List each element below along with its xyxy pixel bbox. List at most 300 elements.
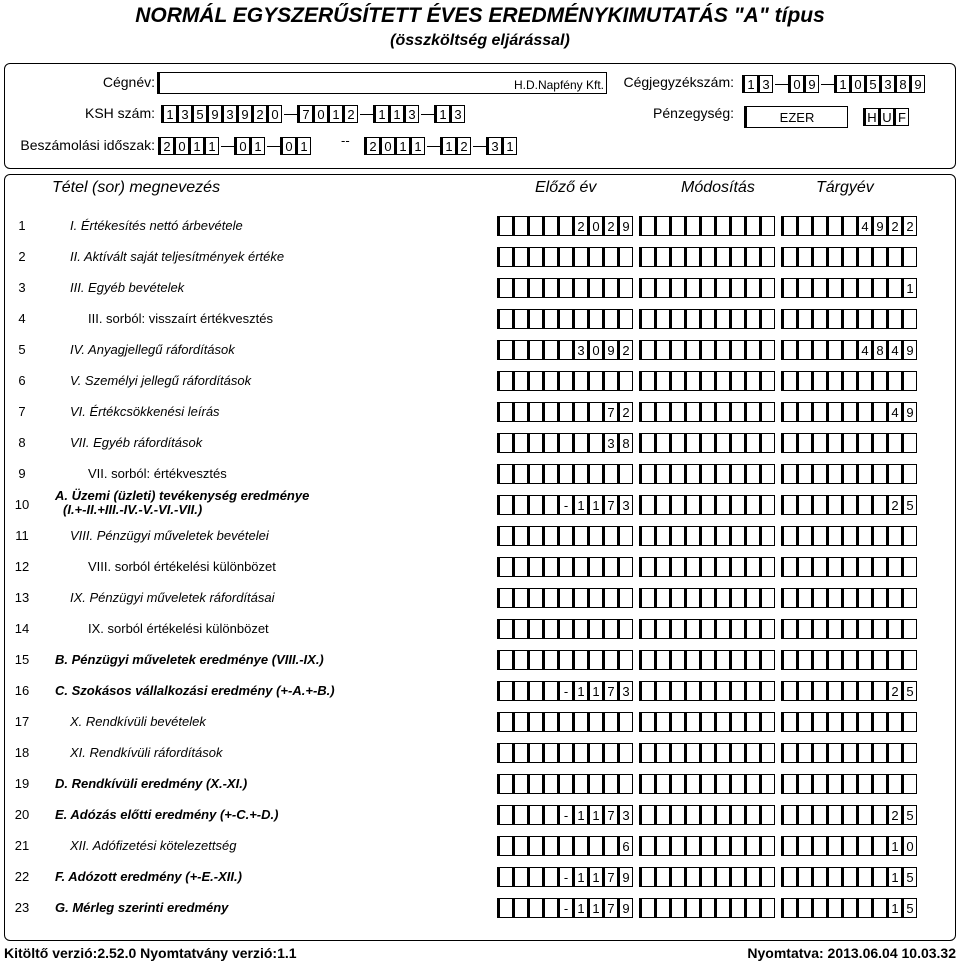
digit-cell bbox=[798, 898, 812, 918]
char-box[interactable]: F bbox=[895, 108, 909, 126]
digit-cell bbox=[783, 495, 797, 515]
digit-cell bbox=[716, 681, 730, 701]
digit-cell bbox=[746, 650, 760, 670]
char-box[interactable]: 1 bbox=[442, 137, 456, 155]
company-name-field[interactable] bbox=[159, 72, 607, 94]
digit-cell bbox=[514, 774, 528, 794]
digit-cell bbox=[604, 588, 618, 608]
char-box[interactable]: 3 bbox=[759, 75, 773, 93]
digit-cell bbox=[686, 650, 700, 670]
value-field-curr[interactable] bbox=[781, 681, 923, 701]
char-box[interactable]: 9 bbox=[911, 75, 925, 93]
digit-cell bbox=[873, 278, 887, 298]
char-box[interactable]: 3 bbox=[223, 105, 237, 123]
digit-cell bbox=[761, 619, 775, 639]
char-box[interactable]: 0 bbox=[851, 75, 865, 93]
value-field-prev[interactable] bbox=[497, 588, 639, 608]
row-label: IV. Anyagjellegű ráfordítások bbox=[70, 342, 235, 357]
value-field-mod[interactable] bbox=[639, 247, 781, 267]
digit-cell bbox=[813, 650, 827, 670]
digit-cell bbox=[514, 681, 528, 701]
char-box[interactable]: 3 bbox=[451, 105, 465, 123]
char-box[interactable]: 1 bbox=[163, 105, 177, 123]
row-number: 15 bbox=[14, 652, 30, 667]
digit-cell bbox=[873, 464, 887, 484]
digit-cell bbox=[671, 309, 685, 329]
digit-cell bbox=[746, 371, 760, 391]
digit-cell bbox=[604, 371, 618, 391]
digit-cell bbox=[656, 867, 670, 887]
value-field-mod[interactable] bbox=[639, 402, 781, 422]
value-field-mod[interactable] bbox=[639, 836, 781, 856]
value-field-curr[interactable] bbox=[781, 743, 923, 763]
digit-cell bbox=[604, 247, 618, 267]
char-box[interactable]: 9 bbox=[805, 75, 819, 93]
digit-cell bbox=[798, 774, 812, 794]
digit-cell bbox=[514, 247, 528, 267]
digit-cell bbox=[731, 495, 745, 515]
digit-cell bbox=[686, 619, 700, 639]
value-field-curr[interactable] bbox=[781, 495, 923, 515]
char-box[interactable]: 2 bbox=[253, 105, 267, 123]
row-number: 8 bbox=[18, 435, 26, 450]
digit-cell bbox=[589, 712, 603, 732]
value-field-curr[interactable] bbox=[781, 278, 923, 298]
value-field-curr[interactable] bbox=[781, 340, 923, 360]
digit-cell bbox=[731, 712, 745, 732]
digit-cell bbox=[828, 433, 842, 453]
char-box[interactable]: 9 bbox=[238, 105, 252, 123]
digit-cell bbox=[686, 681, 700, 701]
value-field-curr[interactable] bbox=[781, 247, 923, 267]
digit-cell bbox=[746, 526, 760, 546]
digit-cell bbox=[671, 681, 685, 701]
char-box[interactable]: U bbox=[880, 108, 894, 126]
char-box[interactable]: 1 bbox=[836, 75, 850, 93]
digit-cell bbox=[641, 495, 655, 515]
value-field-prev[interactable] bbox=[497, 681, 639, 701]
value-field-curr[interactable] bbox=[781, 805, 923, 825]
value-field-prev[interactable] bbox=[497, 898, 639, 918]
digit-cell bbox=[589, 278, 603, 298]
char-box[interactable]: 9 bbox=[208, 105, 222, 123]
row-label: I. Értékesítés nettó árbevétele bbox=[70, 218, 243, 233]
char-box[interactable]: 0 bbox=[790, 75, 804, 93]
digit-cell bbox=[888, 712, 902, 732]
digit-cell bbox=[888, 433, 902, 453]
value-field-curr[interactable] bbox=[781, 402, 923, 422]
digit-cell bbox=[544, 898, 558, 918]
char-box[interactable]: 0 bbox=[381, 137, 395, 155]
value-field-mod[interactable] bbox=[639, 743, 781, 763]
digit-cell bbox=[731, 867, 745, 887]
digit-cell bbox=[701, 681, 715, 701]
digit-cell bbox=[813, 464, 827, 484]
digit-cell bbox=[529, 805, 543, 825]
char-box[interactable]: 2 bbox=[344, 105, 358, 123]
char-box[interactable]: 7 bbox=[299, 105, 313, 123]
digit-cell bbox=[783, 216, 797, 236]
digit-cell: 2 bbox=[574, 216, 588, 236]
digit-cell bbox=[746, 619, 760, 639]
digit-cell bbox=[798, 247, 812, 267]
digit-cell bbox=[828, 340, 842, 360]
digit-cell: 8 bbox=[873, 340, 887, 360]
value-field-mod[interactable] bbox=[639, 774, 781, 794]
value-field-prev[interactable] bbox=[497, 247, 639, 267]
value-field-prev[interactable] bbox=[497, 340, 639, 360]
digit-cell bbox=[731, 588, 745, 608]
digit-cell bbox=[828, 495, 842, 515]
digit-cell bbox=[686, 216, 700, 236]
value-field-curr[interactable] bbox=[781, 712, 923, 732]
digit-cell bbox=[798, 712, 812, 732]
value-field-curr[interactable] bbox=[781, 371, 923, 391]
value-field-mod[interactable] bbox=[639, 712, 781, 732]
row-number: 20 bbox=[14, 807, 30, 822]
digit-cell bbox=[783, 898, 797, 918]
value-field-mod[interactable] bbox=[639, 619, 781, 639]
value-field-prev[interactable] bbox=[497, 805, 639, 825]
digit-cell bbox=[798, 278, 812, 298]
char-box[interactable]: 1 bbox=[251, 137, 265, 155]
digit-cell bbox=[499, 774, 513, 794]
digit-cell bbox=[843, 588, 857, 608]
digit-cell bbox=[514, 433, 528, 453]
digit-cell bbox=[783, 588, 797, 608]
value-field-mod[interactable] bbox=[639, 526, 781, 546]
char-box[interactable]: 5 bbox=[193, 105, 207, 123]
digit-cell bbox=[731, 433, 745, 453]
digit-cell: 3 bbox=[574, 340, 588, 360]
char-box[interactable]: 3 bbox=[881, 75, 895, 93]
digit-cell bbox=[544, 557, 558, 577]
digit-cell bbox=[888, 588, 902, 608]
char-box[interactable]: 3 bbox=[488, 137, 502, 155]
digit-cell bbox=[843, 526, 857, 546]
value-field-prev[interactable] bbox=[497, 774, 639, 794]
value-field-mod[interactable] bbox=[639, 216, 781, 236]
digit-cell bbox=[873, 619, 887, 639]
digit-cell bbox=[783, 557, 797, 577]
digit-cell bbox=[499, 309, 513, 329]
digit-cell bbox=[746, 433, 760, 453]
digit-cell bbox=[783, 619, 797, 639]
digit-cell bbox=[843, 464, 857, 484]
value-field-mod[interactable] bbox=[639, 464, 781, 484]
row-number: 13 bbox=[14, 590, 30, 605]
char-box[interactable]: 1 bbox=[396, 137, 410, 155]
value-field-mod[interactable] bbox=[639, 898, 781, 918]
digit-cell bbox=[529, 681, 543, 701]
value-field-curr[interactable] bbox=[781, 526, 923, 546]
separator-dash bbox=[821, 84, 834, 85]
char-box[interactable]: 1 bbox=[436, 105, 450, 123]
value-field-mod[interactable] bbox=[639, 588, 781, 608]
digit-cell: 1 bbox=[574, 805, 588, 825]
digit-cell bbox=[499, 836, 513, 856]
value-field-prev[interactable] bbox=[497, 557, 639, 577]
digit-cell bbox=[873, 371, 887, 391]
digit-cell bbox=[574, 557, 588, 577]
digit-cell bbox=[761, 681, 775, 701]
digit-cell bbox=[701, 340, 715, 360]
digit-cell bbox=[701, 309, 715, 329]
separator-dash bbox=[360, 114, 373, 115]
digit-cell bbox=[671, 247, 685, 267]
digit-cell bbox=[828, 774, 842, 794]
digit-cell bbox=[619, 619, 633, 639]
digit-cell bbox=[731, 526, 745, 546]
digit-cell bbox=[761, 867, 775, 887]
currency-unit-field[interactable]: EZER bbox=[746, 106, 848, 128]
digit-cell bbox=[656, 433, 670, 453]
value-field-prev[interactable] bbox=[497, 309, 639, 329]
value-field-curr[interactable] bbox=[781, 216, 923, 236]
digit-cell bbox=[828, 588, 842, 608]
digit-cell bbox=[731, 309, 745, 329]
value-field-prev[interactable] bbox=[497, 743, 639, 763]
digit-cell bbox=[671, 805, 685, 825]
digit-cell bbox=[529, 712, 543, 732]
value-field-prev[interactable] bbox=[497, 278, 639, 298]
value-field-mod[interactable] bbox=[639, 650, 781, 670]
digit-cell bbox=[761, 526, 775, 546]
char-box[interactable]: 1 bbox=[744, 75, 758, 93]
digit-cell bbox=[761, 557, 775, 577]
char-box[interactable]: 0 bbox=[314, 105, 328, 123]
digit-cell bbox=[716, 712, 730, 732]
char-box[interactable]: 1 bbox=[297, 137, 311, 155]
digit-cell: 1 bbox=[574, 495, 588, 515]
digit-cell bbox=[903, 743, 917, 763]
char-box[interactable]: 2 bbox=[160, 137, 174, 155]
digit-cell bbox=[828, 464, 842, 484]
char-box[interactable]: 0 bbox=[268, 105, 282, 123]
value-field-prev[interactable] bbox=[497, 402, 639, 422]
digit-cell bbox=[858, 557, 872, 577]
value-field-mod[interactable] bbox=[639, 340, 781, 360]
char-box[interactable]: 1 bbox=[411, 137, 425, 155]
value-field-curr[interactable] bbox=[781, 774, 923, 794]
digit-cell bbox=[671, 433, 685, 453]
digit-cell bbox=[783, 681, 797, 701]
digit-cell bbox=[559, 278, 573, 298]
char-box[interactable]: 2 bbox=[366, 137, 380, 155]
value-field-prev[interactable] bbox=[497, 464, 639, 484]
digit-cell bbox=[731, 557, 745, 577]
value-field-curr[interactable] bbox=[781, 650, 923, 670]
digit-cell bbox=[656, 681, 670, 701]
digit-cell: 4 bbox=[888, 402, 902, 422]
value-field-curr[interactable] bbox=[781, 619, 923, 639]
digit-cell bbox=[903, 650, 917, 670]
char-box[interactable]: 1 bbox=[190, 137, 204, 155]
digit-cell bbox=[529, 836, 543, 856]
digit-cell bbox=[619, 247, 633, 267]
digit-cell bbox=[813, 712, 827, 732]
char-box[interactable]: 3 bbox=[405, 105, 419, 123]
value-field-curr[interactable] bbox=[781, 557, 923, 577]
row-label: III. sorból: visszaírt értékvesztés bbox=[88, 311, 273, 326]
value-field-mod[interactable] bbox=[639, 557, 781, 577]
digit-cell bbox=[746, 588, 760, 608]
char-box[interactable]: 1 bbox=[390, 105, 404, 123]
row-label: D. Rendkívüli eredmény (X.-XI.) bbox=[55, 776, 248, 791]
digit-cell bbox=[761, 743, 775, 763]
digit-cell bbox=[514, 526, 528, 546]
value-field-curr[interactable] bbox=[781, 588, 923, 608]
digit-cell bbox=[559, 712, 573, 732]
digit-cell bbox=[843, 805, 857, 825]
digit-cell bbox=[843, 247, 857, 267]
value-field-curr[interactable] bbox=[781, 836, 923, 856]
digit-cell bbox=[544, 805, 558, 825]
digit-cell bbox=[559, 619, 573, 639]
value-field-prev[interactable] bbox=[497, 712, 639, 732]
digit-cell bbox=[903, 588, 917, 608]
char-box[interactable]: 3 bbox=[178, 105, 192, 123]
char-box[interactable]: H bbox=[865, 108, 879, 126]
digit-cell bbox=[746, 743, 760, 763]
digit-cell bbox=[798, 681, 812, 701]
value-field-prev[interactable] bbox=[497, 495, 639, 515]
digit-cell bbox=[873, 650, 887, 670]
digit-cell bbox=[671, 619, 685, 639]
digit-cell bbox=[746, 309, 760, 329]
row-label: VII. sorból: értékvesztés bbox=[88, 466, 227, 481]
value-field-curr[interactable] bbox=[781, 433, 923, 453]
char-box[interactable]: 0 bbox=[236, 137, 250, 155]
digit-cell bbox=[746, 340, 760, 360]
value-field-mod[interactable] bbox=[639, 278, 781, 298]
digit-cell: 3 bbox=[619, 681, 633, 701]
digit-cell bbox=[656, 836, 670, 856]
digit-cell bbox=[873, 836, 887, 856]
digit-cell bbox=[686, 743, 700, 763]
digit-cell bbox=[589, 402, 603, 422]
char-box[interactable]: 1 bbox=[329, 105, 343, 123]
digit-cell bbox=[716, 650, 730, 670]
digit-cell bbox=[798, 495, 812, 515]
digit-cell: 3 bbox=[619, 495, 633, 515]
value-field-mod[interactable] bbox=[639, 309, 781, 329]
row-number: 23 bbox=[14, 900, 30, 915]
digit-cell bbox=[589, 650, 603, 670]
digit-cell bbox=[701, 433, 715, 453]
digit-cell bbox=[761, 495, 775, 515]
char-box[interactable]: 1 bbox=[205, 137, 219, 155]
value-field-curr[interactable] bbox=[781, 898, 923, 918]
value-field-prev[interactable] bbox=[497, 433, 639, 453]
digit-cell bbox=[843, 898, 857, 918]
digit-cell bbox=[783, 743, 797, 763]
digit-cell bbox=[813, 402, 827, 422]
digit-cell: 1 bbox=[589, 681, 603, 701]
digit-cell bbox=[604, 557, 618, 577]
digit-cell bbox=[671, 464, 685, 484]
digit-cell: 4 bbox=[858, 216, 872, 236]
value-field-curr[interactable] bbox=[781, 464, 923, 484]
digit-cell bbox=[604, 278, 618, 298]
row-number: 16 bbox=[14, 683, 30, 698]
char-box[interactable]: 1 bbox=[503, 137, 517, 155]
digit-cell bbox=[641, 557, 655, 577]
digit-cell: - bbox=[559, 805, 573, 825]
row-number: 3 bbox=[18, 280, 26, 295]
digit-cell bbox=[783, 650, 797, 670]
digit-cell bbox=[544, 309, 558, 329]
value-field-mod[interactable] bbox=[639, 495, 781, 515]
value-field-curr[interactable] bbox=[781, 867, 923, 887]
digit-cell bbox=[544, 681, 558, 701]
digit-cell bbox=[701, 557, 715, 577]
digit-cell bbox=[798, 216, 812, 236]
value-field-prev[interactable] bbox=[497, 867, 639, 887]
digit-cell bbox=[499, 743, 513, 763]
digit-cell bbox=[746, 247, 760, 267]
value-field-mod[interactable] bbox=[639, 805, 781, 825]
digit-cell: 9 bbox=[873, 216, 887, 236]
digit-cell: - bbox=[559, 898, 573, 918]
digit-cell bbox=[888, 526, 902, 546]
digit-cell bbox=[813, 278, 827, 298]
digit-cell bbox=[873, 557, 887, 577]
digit-cell bbox=[858, 495, 872, 515]
company-label: Cégnév: bbox=[102, 74, 155, 90]
value-field-mod[interactable] bbox=[639, 433, 781, 453]
value-field-prev[interactable] bbox=[497, 371, 639, 391]
row-number: 22 bbox=[14, 869, 30, 884]
value-field-mod[interactable] bbox=[639, 371, 781, 391]
value-field-mod[interactable] bbox=[639, 867, 781, 887]
digit-cell bbox=[828, 216, 842, 236]
digit-cell bbox=[731, 743, 745, 763]
value-field-prev[interactable] bbox=[497, 526, 639, 546]
value-field-prev[interactable] bbox=[497, 619, 639, 639]
digit-cell bbox=[589, 588, 603, 608]
digit-cell bbox=[589, 557, 603, 577]
digit-cell bbox=[529, 309, 543, 329]
char-box[interactable]: 0 bbox=[175, 137, 189, 155]
digit-cell bbox=[559, 402, 573, 422]
char-box[interactable]: 5 bbox=[866, 75, 880, 93]
char-box[interactable]: 8 bbox=[896, 75, 910, 93]
digit-cell bbox=[641, 588, 655, 608]
char-box[interactable]: 0 bbox=[282, 137, 296, 155]
digit-cell bbox=[529, 433, 543, 453]
digit-cell bbox=[701, 836, 715, 856]
value-field-prev[interactable] bbox=[497, 836, 639, 856]
digit-cell bbox=[858, 309, 872, 329]
value-field-curr[interactable] bbox=[781, 309, 923, 329]
digit-cell bbox=[731, 247, 745, 267]
value-field-mod[interactable] bbox=[639, 681, 781, 701]
digit-cell bbox=[499, 247, 513, 267]
digit-cell bbox=[798, 867, 812, 887]
value-field-prev[interactable] bbox=[497, 216, 639, 236]
digit-cell bbox=[813, 619, 827, 639]
digit-cell bbox=[761, 805, 775, 825]
digit-cell bbox=[716, 278, 730, 298]
char-box[interactable]: 1 bbox=[375, 105, 389, 123]
char-box[interactable]: 2 bbox=[457, 137, 471, 155]
digit-cell bbox=[746, 898, 760, 918]
separator-dash bbox=[427, 146, 440, 147]
value-field-prev[interactable] bbox=[497, 650, 639, 670]
digit-cell bbox=[798, 402, 812, 422]
digit-cell bbox=[903, 247, 917, 267]
